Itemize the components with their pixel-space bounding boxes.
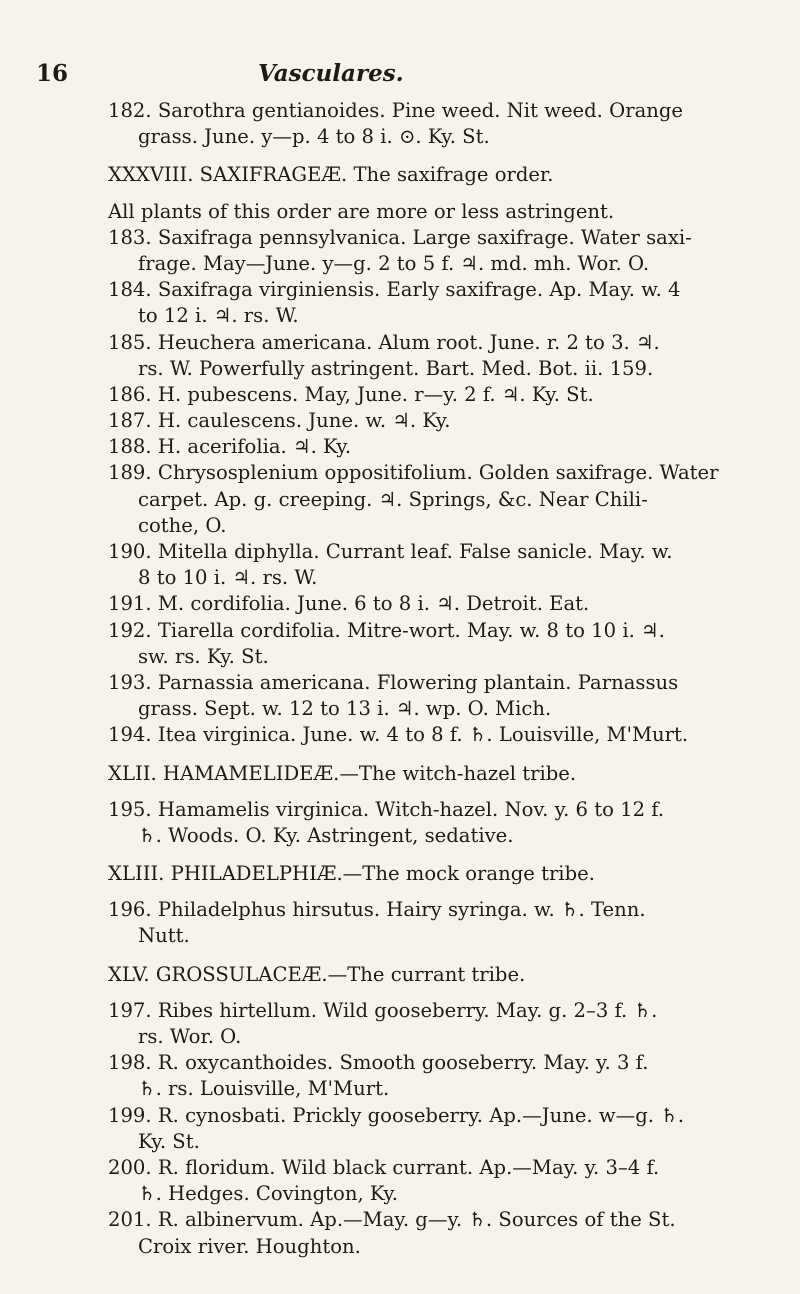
entry-line: 198. R. oxycanthoides. Smooth gooseberry. May. y. 3 f. — [108, 1051, 649, 1075]
entry-line: grass. Sept. w. 12 to 13 i. ♃. wp. O. Mich. — [138, 697, 552, 721]
entry-200 — [108, 1155, 768, 1207]
entry-line: 183. Saxifraga pennsylvanica. Large saxifrage. Water saxi- — [108, 225, 692, 249]
entry-183 — [108, 225, 768, 277]
entry-line: Croix river. Houghton. — [138, 1234, 361, 1258]
entry-186: 186. H. pubescens. May, June. r—y. 2 f. ♃. Ky. St. — [108, 382, 594, 406]
entry-line: 200. R. floridum. Wild black currant. Ap.—May. y. 3–4 f. — [108, 1155, 660, 1179]
running-head: Vasculares. — [258, 60, 404, 87]
entry-line: ♄. Hedges. Covington, Ky. — [138, 1182, 399, 1206]
entry-199 — [108, 1103, 768, 1155]
entry-line: Ky. St. — [138, 1129, 200, 1153]
entry-184 — [108, 277, 768, 329]
entry-line: cothe, O. — [138, 513, 227, 537]
section-heading-grossulaceae: XLV. GROSSULACEÆ.—The currant tribe. — [108, 962, 526, 986]
entry-line: ♄. rs. Louisville, M'Murt. — [138, 1077, 390, 1101]
entry-194: 194. Itea virginica. June. w. 4 to 8 f. ♄. Louisville, M'Murt. — [108, 723, 689, 747]
entry-line: 197. Ribes hirtellum. Wild gooseberry. May. g. 2–3 f. ♄. — [108, 998, 658, 1022]
entry-188: 188. H. acerifolia. ♃. Ky. — [108, 435, 352, 459]
entry-line: to 12 i. ♃. rs. W. — [138, 304, 299, 328]
entry-line: 8 to 10 i. ♃. rs. W. — [138, 566, 318, 590]
entry-line: 185. Heuchera americana. Alum root. June. r. 2 to 3. ♃. — [108, 330, 660, 354]
section-heading-philadelphiae: XLIII. PHILADELPHIÆ.—The mock orange tribe. — [108, 862, 595, 886]
entry-line: ♄. Woods. O. Ky. Astringent, sedative. — [138, 823, 514, 847]
entry-196 — [108, 897, 768, 949]
entry-line: 189. Chrysosplenium oppositifolium. Golden saxifrage. Water — [108, 461, 719, 485]
entry-line: 190. Mitella diphylla. Currant leaf. False sanicle. May. w. — [108, 540, 673, 563]
entry-line: 184. Saxifraga virginiensis. Early saxifrage. Ap. May. w. 4 — [108, 278, 681, 302]
section-heading-hamamelideae: XLII. HAMAMELIDEÆ.—The witch-hazel tribe. — [108, 761, 577, 785]
entry-line: rs. W. Powerfully astringent. Bart. Med. Bot. ii. 159. — [138, 356, 654, 380]
entry-190 — [108, 539, 768, 591]
section-intro: All plants of this order are more or less astringent. — [108, 199, 615, 223]
entry-201 — [108, 1207, 768, 1259]
page-number: 16 — [36, 60, 69, 87]
entry-189 — [108, 460, 768, 539]
entry-line: 195. Hamamelis virginica. Witch-hazel. Nov. y. 6 to 12 f. — [108, 797, 665, 821]
entry-187: 187. H. caulescens. June. w. ♃. Ky. — [108, 409, 451, 433]
entry-line: 192. Tiarella cordifolia. Mitre-wort. May. w. 8 to 10 i. ♃. — [108, 618, 665, 642]
entry-195 — [108, 797, 768, 849]
entry-line: 201. R. albinervum. Ap.—May. g—y. ♄. Sources of the St. — [108, 1208, 676, 1232]
section-heading-saxifrageae: XXXVIII. SAXIFRAGEÆ. The saxifrage order. — [108, 163, 554, 187]
entry-182 — [108, 98, 768, 150]
entry-line: 199. R. cynosbati. Prickly gooseberry. Ap.—June. w—g. ♄. — [108, 1103, 685, 1127]
entry-line: carpet. Ap. g. creeping. ♃. Springs, &c. Near Chili- — [138, 487, 648, 511]
entry-line: 182. Sarothra gentianoides. Pine weed. Nit weed. Orange — [108, 99, 684, 122]
entry-192 — [108, 618, 768, 670]
entry-185 — [108, 330, 768, 382]
page-body — [108, 98, 768, 1260]
entry-198 — [108, 1050, 768, 1102]
entry-line: Nutt. — [138, 924, 190, 948]
entry-line: grass. June. y—p. 4 to 8 i. ⊙. Ky. St. — [138, 125, 490, 149]
entry-line: rs. Wor. O. — [138, 1025, 242, 1048]
entry-197 — [108, 998, 768, 1050]
entry-line: 196. Philadelphus hirsutus. Hairy syringa. w. ♄. Tenn. — [108, 898, 646, 922]
entry-line: 193. Parnassia americana. Flowering plantain. Parnassus — [108, 670, 679, 694]
entry-line: sw. rs. Ky. St. — [138, 644, 269, 668]
entry-193 — [108, 670, 768, 722]
entry-191: 191. M. cordifolia. June. 6 to 8 i. ♃. Detroit. Eat. — [108, 592, 590, 616]
entry-line: frage. May—June. y—g. 2 to 5 f. ♃. md. mh. Wor. O. — [138, 251, 650, 275]
